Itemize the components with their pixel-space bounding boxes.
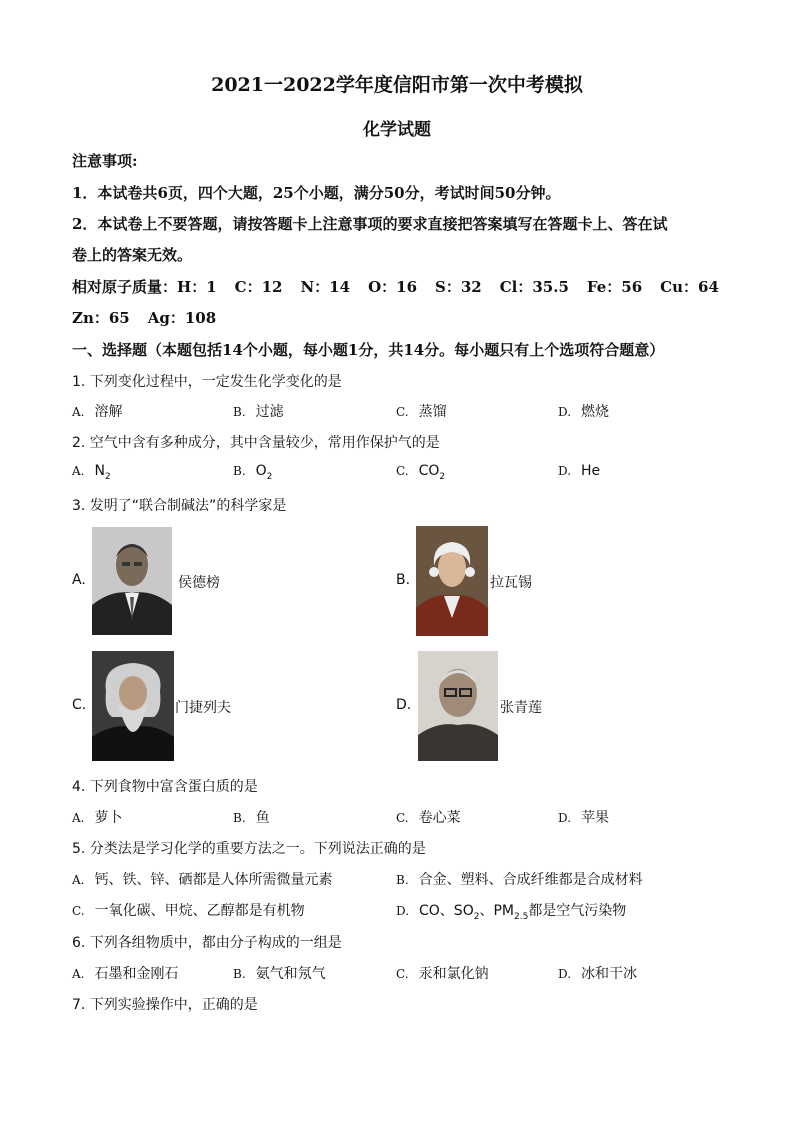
portrait-lavoisier <box>416 526 488 636</box>
question-3-stem: 3. 发明了“联合制碱法”的科学家是 <box>72 498 287 514</box>
note-item-2-line2: 卷上的答案无效。 <box>72 246 193 264</box>
atomic-mass-ag: Ag：108 <box>147 309 217 327</box>
portrait-hou-debang <box>92 527 172 635</box>
q1-option-a: A. 溶解 <box>72 404 123 420</box>
q6-option-c: C. 汞和氯化钠 <box>396 966 489 982</box>
q4-option-a: A. 萝卜 <box>72 810 123 826</box>
portrait-zhang-qinglian <box>418 651 498 761</box>
q3-option-b-text: 拉瓦锡 <box>490 575 532 591</box>
q6-option-d: D. 冰和干冰 <box>558 966 638 982</box>
q5-option-a: A. 钙、铁、锌、硒都是人体所需微量元素 <box>72 872 333 888</box>
atomic-mass-row-1 <box>72 276 737 297</box>
q5-option-c: C. 一氧化碳、甲烷、乙醇都是有机物 <box>72 903 305 919</box>
q2-option-a: A. $N_2$ <box>72 463 111 482</box>
question-5-stem: 5. 分类法是学习化学的重要方法之一。下列说法正确的是 <box>72 841 426 857</box>
q6-option-b: B. 氨气和氖气 <box>233 966 326 982</box>
q2-option-b: B. $O_2$ <box>233 463 273 482</box>
question-6-stem: 6. 下列各组物质中，都由分子构成的一组是 <box>72 935 342 951</box>
q4-option-d: D. 苹果 <box>558 810 610 826</box>
portrait-mendeleev <box>92 651 174 761</box>
q3-option-a-key: A. <box>72 572 86 588</box>
q3-option-b-key: B. <box>396 572 411 588</box>
atomic-mass-cu: Cu：64 <box>660 278 719 296</box>
atomic-mass-o: O：16 <box>368 278 418 296</box>
atomic-mass-label: 相对原子质量： <box>72 278 178 296</box>
atomic-mass-h: H：1 <box>177 278 217 296</box>
question-2-stem: 2. 空气中含有多种成分，其中含量较少，常用作保护气的是 <box>72 435 440 451</box>
q3-option-d-text: 张青莲 <box>500 700 542 716</box>
atomic-mass-cl: Cl：35.5 <box>499 278 569 296</box>
atomic-mass-s: S：32 <box>435 278 482 296</box>
question-1-stem: 1. 下列变化过程中，一定发生化学变化的是 <box>72 374 342 390</box>
q1-option-d: D. 燃烧 <box>558 404 610 420</box>
q4-option-c: C. 卷心菜 <box>396 810 461 826</box>
section-heading: 一、选择题（本题包括14个小题，每小题1分，共14分。每小题只有上个选项符合题意） <box>72 341 665 359</box>
notes-heading: 注意事项: <box>72 152 138 170</box>
atomic-mass-zn: Zn：65 <box>72 309 130 327</box>
exam-subtitle: 化学试题 <box>363 120 431 140</box>
q1-option-c: C. 蒸馏 <box>396 404 447 420</box>
note-item-2-line1: 2．本试卷上不要答题，请按答题卡上注意事项的要求直接把答案填写在答题卡上、答在试 <box>72 215 668 233</box>
note-item-1: 1．本试卷共6页，四个大题，25个小题，满分50分，考试时间50分钟。 <box>72 184 561 202</box>
atomic-mass-n: N：14 <box>300 278 351 296</box>
q5-option-b: B. 合金、塑料、合成纤维都是合成材料 <box>396 872 643 888</box>
q2-option-d: D. He <box>558 463 601 479</box>
question-4-stem: 4. 下列食物中富含蛋白质的是 <box>72 779 258 795</box>
q5-option-d: D. CO、$SO_2$、$PM_{2.5}$都是空气污染物 <box>396 903 627 922</box>
q2-option-c: C. $CO_2$ <box>396 463 446 482</box>
q3-option-d-key: D. <box>396 697 412 713</box>
q4-option-b: B. 鱼 <box>233 810 270 826</box>
q6-option-a: A. 石墨和金刚石 <box>72 966 179 982</box>
exam-title: 2021一2022学年度信阳市第一次中考模拟 <box>211 74 583 96</box>
q1-option-b: B. 过滤 <box>233 404 284 420</box>
atomic-mass-fe: Fe：56 <box>586 278 643 296</box>
q3-option-c-text: 门捷列夫 <box>175 700 231 716</box>
q3-option-c-key: C. <box>72 697 87 713</box>
q3-option-a-text: 侯德榜 <box>178 575 220 591</box>
question-7-stem: 7. 下列实验操作中，正确的是 <box>72 997 258 1013</box>
atomic-mass-row-2 <box>72 307 234 328</box>
atomic-mass-c: C：12 <box>234 278 283 296</box>
